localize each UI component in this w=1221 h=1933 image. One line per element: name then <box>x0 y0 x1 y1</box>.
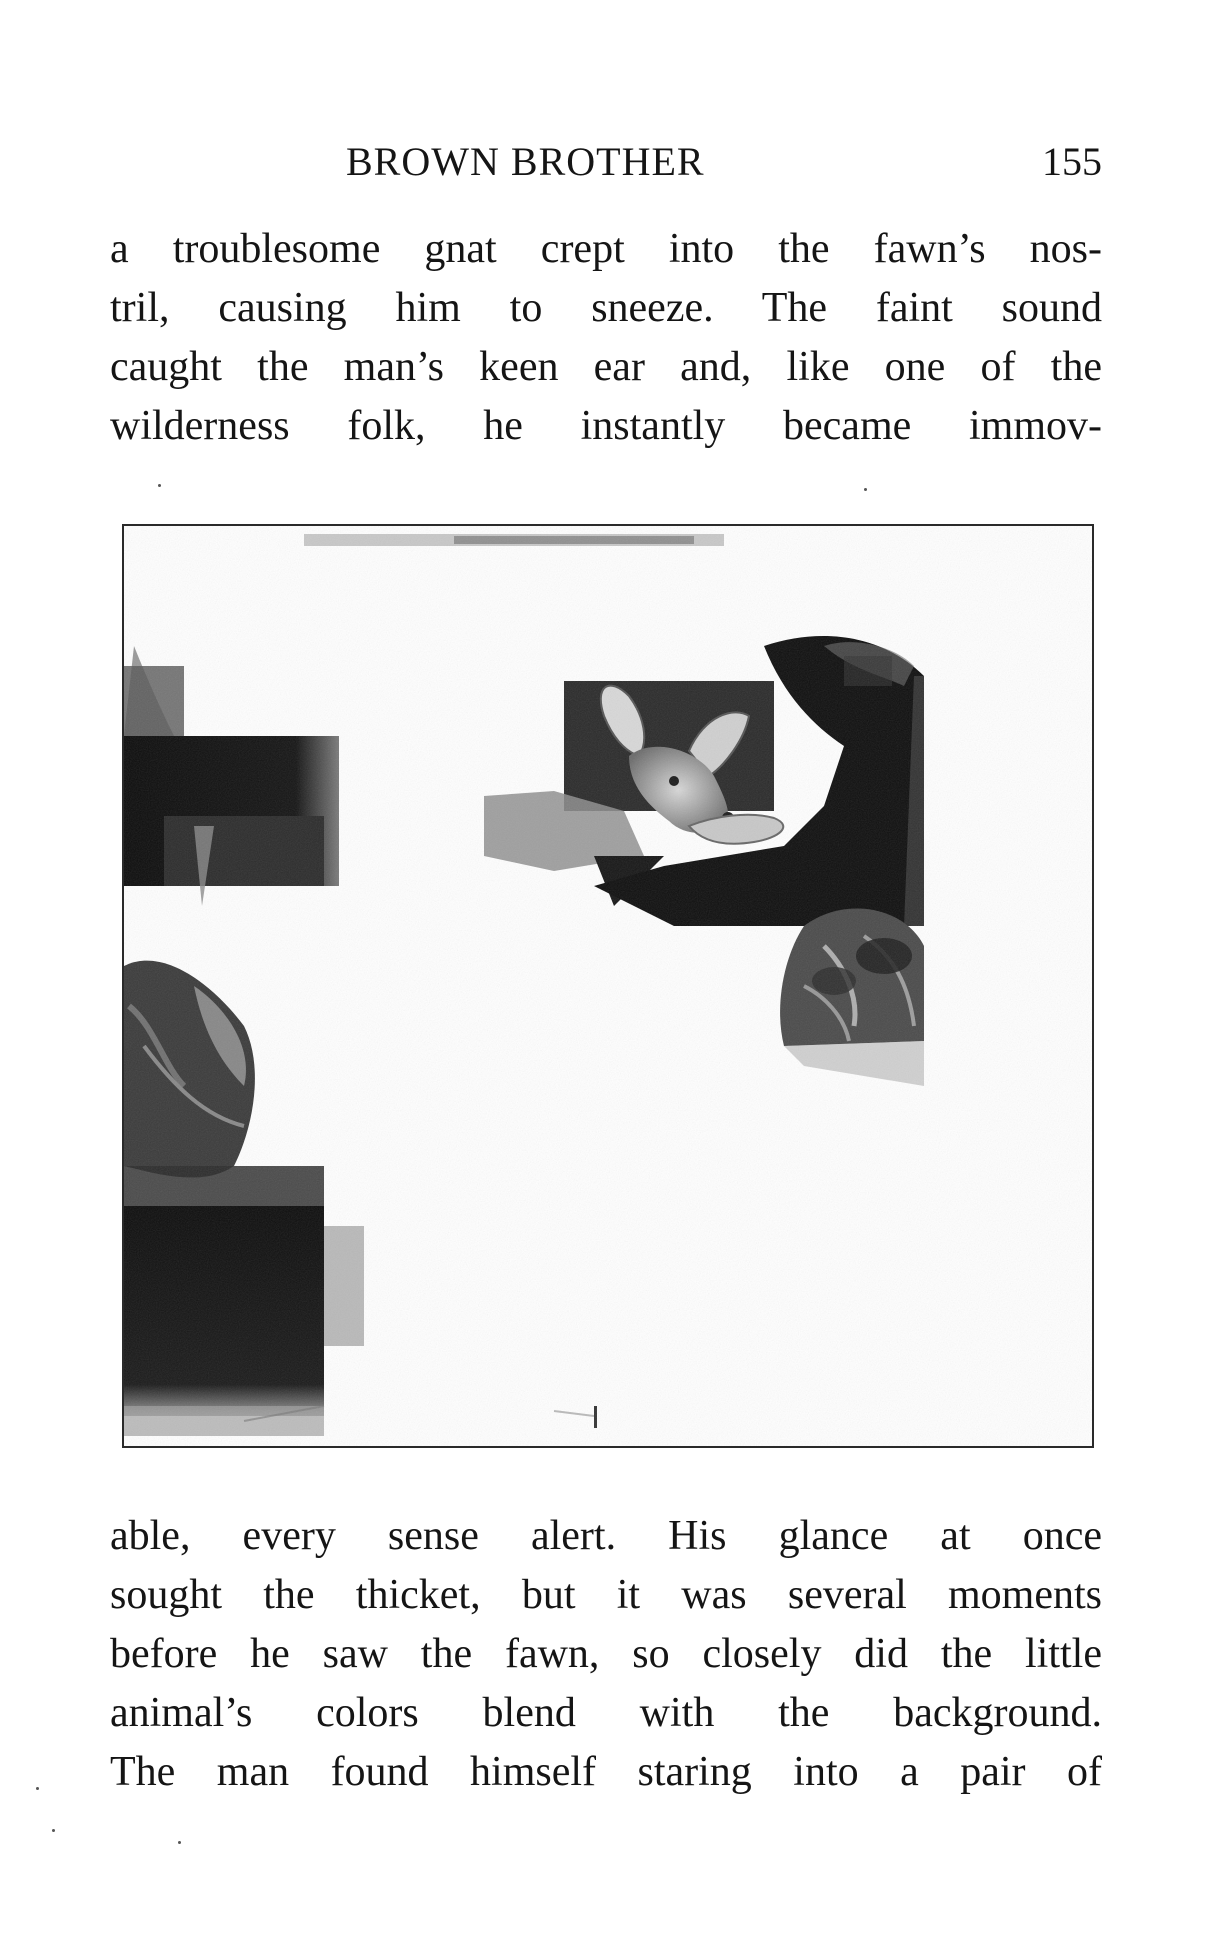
fawn-photograph <box>122 524 1094 1448</box>
paper-speck <box>864 488 867 491</box>
fawn-photograph-icon <box>124 526 1092 1446</box>
text-line: wilderness folk, he instantly became immov- <box>110 403 1102 449</box>
text-line: a troublesome gnat crept into the fawn’s nos- <box>110 226 1102 272</box>
paper-speck <box>158 484 161 487</box>
paper-speck <box>52 1829 55 1832</box>
text-line: able, every sense alert. His glance at once <box>110 1513 1102 1559</box>
text-line: sought the thicket, but it was several moments <box>110 1572 1102 1618</box>
paragraph-top <box>110 220 1102 456</box>
running-title: BROWN BROTHER <box>346 139 705 184</box>
paper-speck <box>36 1787 39 1790</box>
text-line: The man found himself staring into a pair of <box>110 1749 1102 1795</box>
text-line: before he saw the fawn, so closely did the little <box>110 1631 1102 1677</box>
text-line: animal’s colors blend with the background. <box>110 1690 1102 1736</box>
paragraph-bottom <box>110 1507 1102 1802</box>
page-number: 155 <box>1042 139 1102 184</box>
running-head <box>110 138 1102 188</box>
paper-speck <box>178 1841 181 1844</box>
text-line: tril, causing him to sneeze. The faint sound <box>110 285 1102 331</box>
text-line: caught the man’s keen ear and, like one of the <box>110 344 1102 390</box>
